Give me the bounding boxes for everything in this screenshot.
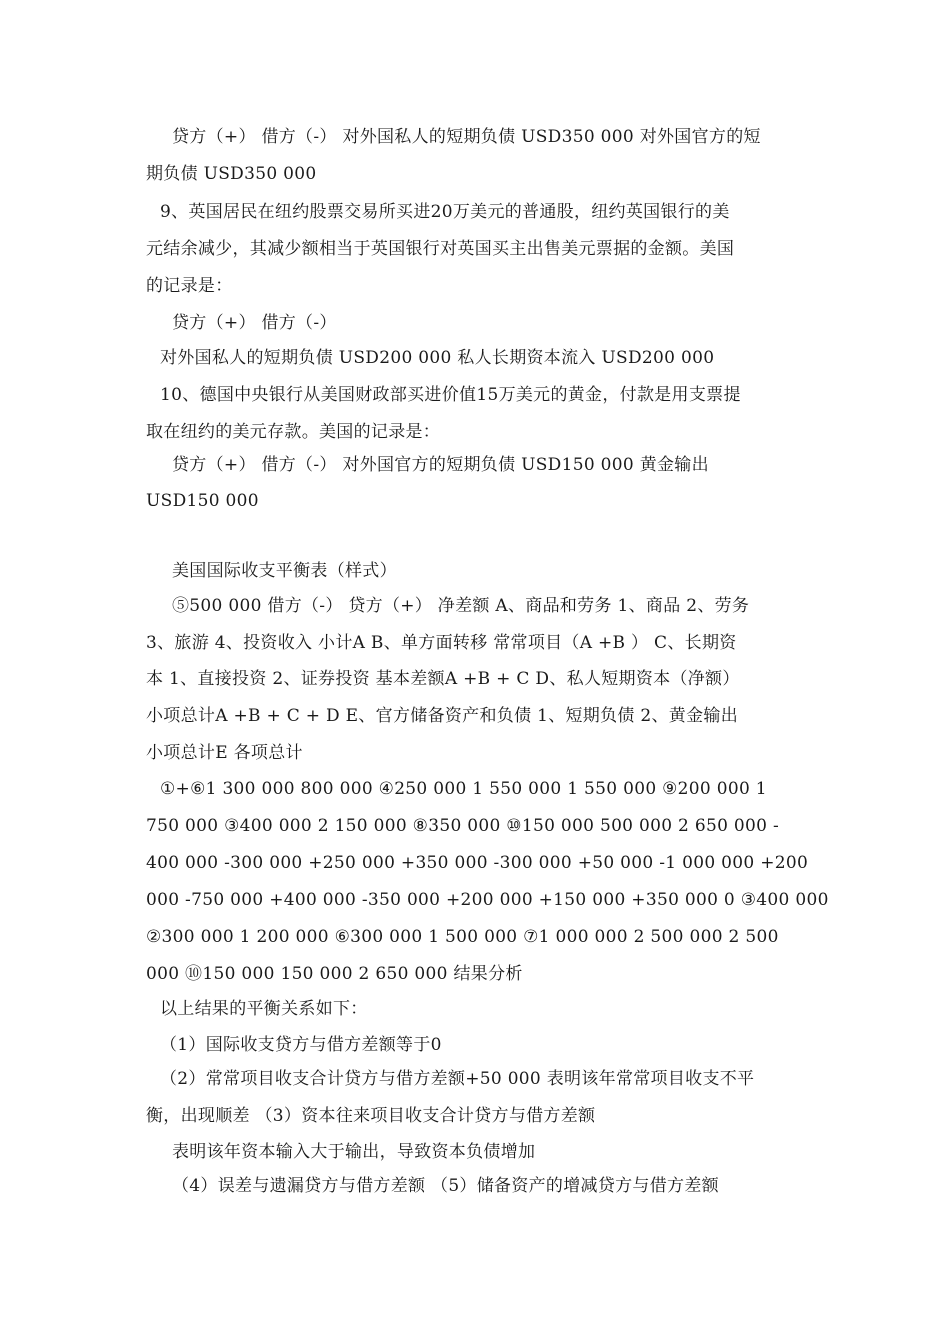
text-line: 本 1、直接投资 2、证券投资 基本差额A +B + C D、私人短期资本（净额） bbox=[146, 669, 740, 689]
text-line: 贷方（+） 借方（-） bbox=[172, 313, 337, 333]
text-line: ②300 000 1 200 000 ⑥300 000 1 500 000 ⑦1 000 000 2 500 000 2 500 bbox=[146, 927, 779, 947]
table-title: 美国国际收支平衡表（样式） bbox=[172, 561, 397, 581]
text-line: 3、旅游 4、投资收入 小计A B、单方面转移 常常项目（A +B ） C、长期资 bbox=[146, 633, 737, 653]
text-line: 对外国私人的短期负债 USD200 000 私人长期资本流入 USD200 000 bbox=[160, 348, 715, 368]
text-line: 取在纽约的美元存款。美国的记录是： bbox=[146, 422, 441, 442]
text-line: 000 ⑩150 000 150 000 2 650 000 结果分析 bbox=[146, 964, 523, 984]
text-line: 400 000 -300 000 +250 000 +350 000 -300 000 +50 000 -1 000 000 +200 bbox=[146, 853, 809, 873]
text-line: ①+⑥1 300 000 800 000 ④250 000 1 550 000 1 550 000 ⑨200 000 1 bbox=[160, 779, 767, 799]
text-line: 贷方（+） 借方（-） 对外国官方的短期负债 USD150 000 黄金输出 bbox=[172, 455, 709, 475]
text-line: 000 -750 000 +400 000 -350 000 +200 000 +150 000 +350 000 0 ③400 000 bbox=[146, 890, 829, 910]
text-line: ⑤500 000 借方（-） 贷方（+） 净差额 A、商品和劳务 1、商品 2、劳务 bbox=[172, 596, 750, 616]
text-line: 元结余减少，其减少额相当于英国银行对英国买主出售美元票据的金额。美国 bbox=[146, 239, 735, 259]
text-line: （2）常常项目收支合计贷方与借方差额+50 000 表明该年常常项目收支不平 bbox=[160, 1069, 755, 1089]
text-line: 以上结果的平衡关系如下： bbox=[160, 999, 368, 1019]
text-line: 小项总计E 各项总计 bbox=[146, 743, 303, 763]
text-line: 表明该年资本输入大于输出，导致资本负债增加 bbox=[172, 1142, 536, 1162]
text-line: 的记录是： bbox=[146, 276, 233, 296]
text-line: 10、德国中央银行从美国财政部买进价值15万美元的黄金，付款是用支票提 bbox=[160, 385, 741, 405]
text-line: 9、英国居民在纽约股票交易所买进20万美元的普通股，纽约英国银行的美 bbox=[160, 202, 730, 222]
text-line: 期负债 USD350 000 bbox=[146, 164, 317, 184]
text-line: （4）误差与遗漏贷方与借方差额 （5）储备资产的增减贷方与借方差额 bbox=[172, 1176, 719, 1196]
text-line: （1）国际收支贷方与借方差额等于0 bbox=[160, 1035, 442, 1055]
text-line: USD150 000 bbox=[146, 491, 259, 511]
text-line: 衡，出现顺差 （3）资本往来项目收支合计贷方与借方差额 bbox=[146, 1106, 596, 1126]
text-line: 小项总计A +B + C + D E、官方储备资产和负债 1、短期负债 2、黄金输出 bbox=[146, 706, 739, 726]
text-line: 750 000 ③400 000 2 150 000 ⑧350 000 ⑩150 000 500 000 2 650 000 - bbox=[146, 816, 780, 836]
text-line: 贷方（+） 借方（-） 对外国私人的短期负债 USD350 000 对外国官方的短 bbox=[172, 127, 761, 147]
